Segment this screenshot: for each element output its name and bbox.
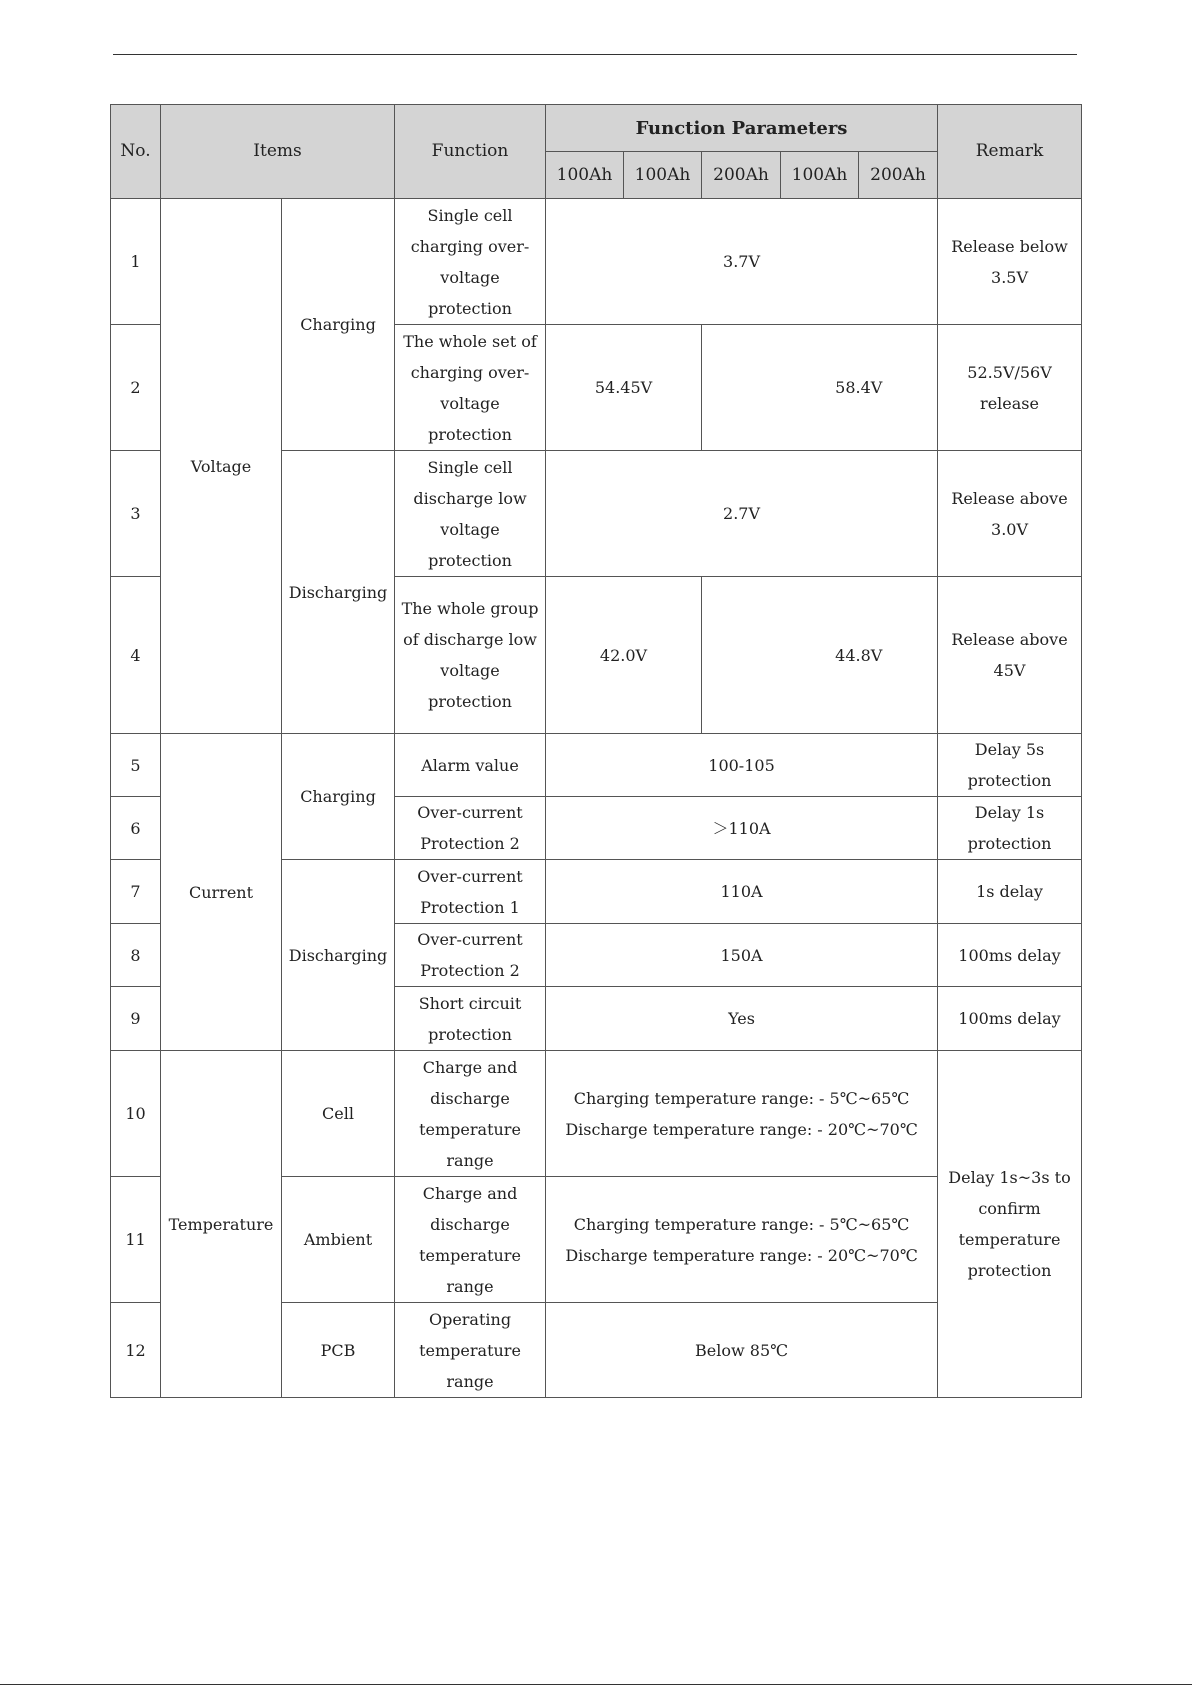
parameter-value — [546, 1177, 938, 1303]
function-cell: Short circuit protection — [395, 987, 546, 1051]
row-number: 3 — [111, 451, 161, 577]
discharge-temp-range: Discharge temperature range: - 20℃~70℃ — [565, 1245, 918, 1265]
parameter-value: Below 85℃ — [546, 1303, 938, 1398]
header-function: Function — [395, 105, 546, 199]
remark-cell: Delay 5s protection — [938, 734, 1082, 797]
header-function-parameters: Function Parameters — [546, 105, 938, 152]
remark-cell: Release above 3.0V — [938, 451, 1082, 577]
charging-temp-range: Charging temperature range: - 5℃~65℃ — [573, 1088, 910, 1108]
header-remark: Remark — [938, 105, 1082, 199]
protection-parameters-table — [110, 104, 1082, 1398]
row-number: 5 — [111, 734, 161, 797]
function-cell: Single cell discharge low voltage protection — [395, 451, 546, 577]
header-no: No. — [111, 105, 161, 199]
subgroup-voltage-discharging: Discharging — [282, 451, 395, 734]
subgroup-temperature-cell: Cell — [282, 1051, 395, 1177]
table-row — [111, 734, 1082, 797]
group-current: Current — [161, 734, 282, 1051]
header-capacity: 200Ah — [859, 152, 938, 199]
row-number: 6 — [111, 797, 161, 860]
function-cell: Operating temperature range — [395, 1303, 546, 1398]
remark-cell: Delay 1s protection — [938, 797, 1082, 860]
group-voltage: Voltage — [161, 199, 282, 734]
remark-cell: 52.5V/56V release — [938, 325, 1082, 451]
parameter-value: 150A — [546, 924, 938, 987]
row-number: 10 — [111, 1051, 161, 1177]
parameter-split-cell — [702, 577, 781, 734]
remark-cell: 100ms delay — [938, 987, 1082, 1051]
parameter-split-cell — [702, 325, 781, 451]
row-number: 9 — [111, 987, 161, 1051]
parameter-value: ＞110A — [546, 797, 938, 860]
page-header-rule — [113, 54, 1077, 55]
parameter-value-b: 58.4V — [781, 325, 938, 451]
parameter-value — [546, 1051, 938, 1177]
header-items: Items — [161, 105, 395, 199]
header-capacity: 100Ah — [624, 152, 702, 199]
remark-cell-temperature: Delay 1s~3s to confirm temperature protection — [938, 1051, 1082, 1398]
header-capacity: 100Ah — [546, 152, 624, 199]
function-cell: Charge and discharge temperature range — [395, 1051, 546, 1177]
subgroup-temperature-pcb: PCB — [282, 1303, 395, 1398]
header-capacity: 200Ah — [702, 152, 781, 199]
function-cell: Charge and discharge temperature range — [395, 1177, 546, 1303]
parameter-value: 100-105 — [546, 734, 938, 797]
function-cell: Single cell charging over-voltage protection — [395, 199, 546, 325]
charging-temp-range: Charging temperature range: - 5℃~65℃ — [573, 1214, 910, 1234]
table-row — [111, 199, 1082, 325]
row-number: 2 — [111, 325, 161, 451]
remark-cell: Release above 45V — [938, 577, 1082, 734]
parameter-value-a: 54.45V — [546, 325, 702, 451]
parameter-value: 110A — [546, 860, 938, 924]
row-number: 11 — [111, 1177, 161, 1303]
subgroup-temperature-ambient: Ambient — [282, 1177, 395, 1303]
function-cell: Over-current Protection 2 — [395, 924, 546, 987]
row-number: 4 — [111, 577, 161, 734]
function-cell: Over-current Protection 2 — [395, 797, 546, 860]
row-number: 7 — [111, 860, 161, 924]
subgroup-current-charging: Charging — [282, 734, 395, 860]
group-temperature: Temperature — [161, 1051, 282, 1398]
discharge-temp-range: Discharge temperature range: - 20℃~70℃ — [565, 1119, 918, 1139]
remark-cell: 1s delay — [938, 860, 1082, 924]
subgroup-voltage-charging: Charging — [282, 199, 395, 451]
function-cell: The whole set of charging over-voltage protection — [395, 325, 546, 451]
parameter-value: 3.7V — [546, 199, 938, 325]
function-cell: Alarm value — [395, 734, 546, 797]
remark-cell: 100ms delay — [938, 924, 1082, 987]
function-cell: The whole group of discharge low voltage protection — [395, 577, 546, 734]
function-cell: Over-current Protection 1 — [395, 860, 546, 924]
row-number: 1 — [111, 199, 161, 325]
parameter-value-a: 42.0V — [546, 577, 702, 734]
remark-cell: Release below 3.5V — [938, 199, 1082, 325]
parameter-value: Yes — [546, 987, 938, 1051]
parameter-value: 2.7V — [546, 451, 938, 577]
header-capacity: 100Ah — [781, 152, 859, 199]
subgroup-current-discharging: Discharging — [282, 860, 395, 1051]
parameter-value-b: 44.8V — [781, 577, 938, 734]
row-number: 8 — [111, 924, 161, 987]
row-number: 12 — [111, 1303, 161, 1398]
table-row — [111, 1051, 1082, 1177]
